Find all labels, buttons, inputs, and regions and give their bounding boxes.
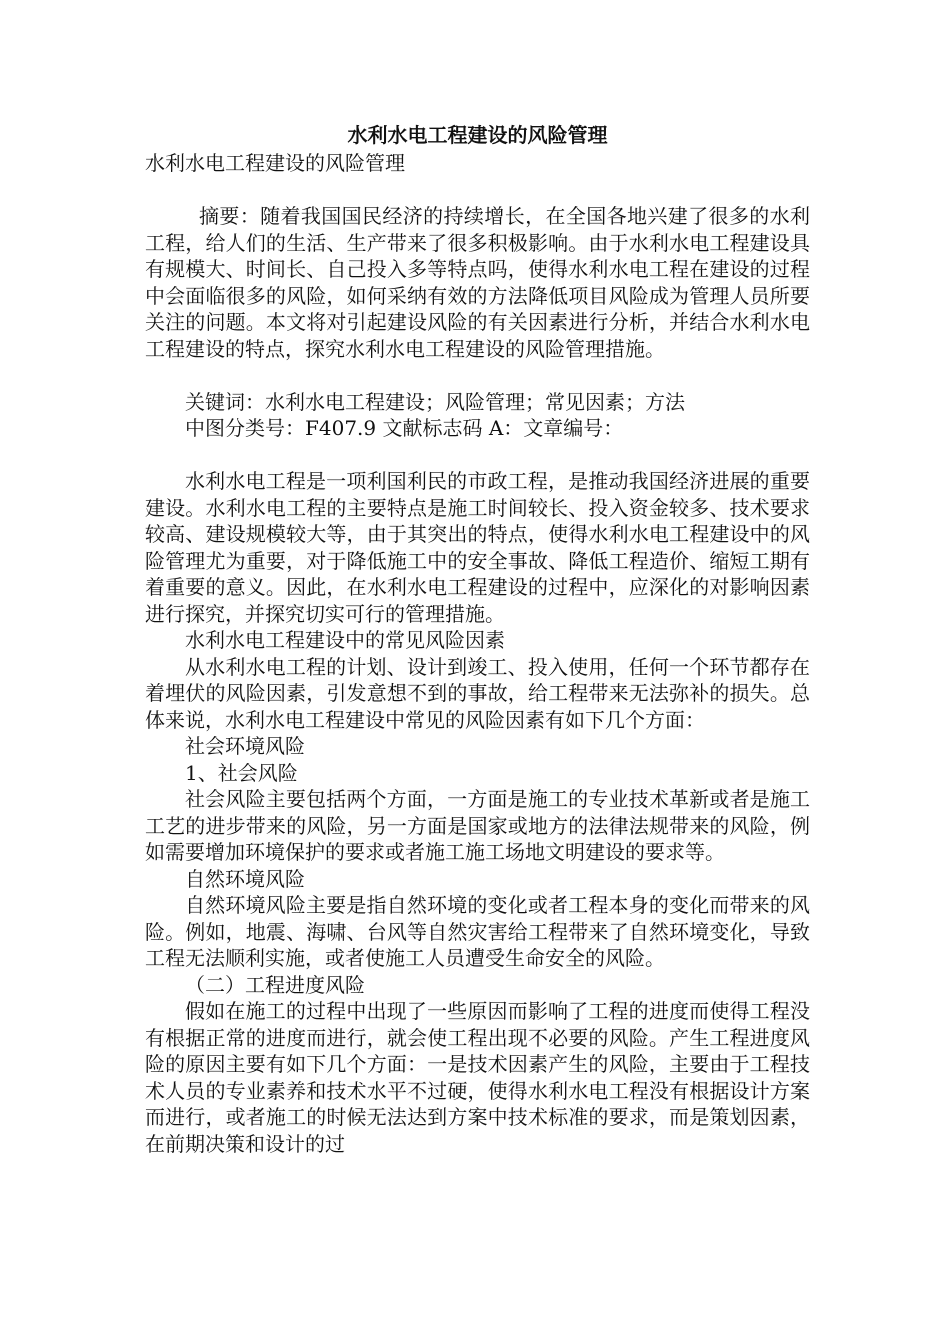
- abstract-paragraph: 摘要：随着我国国民经济的持续增长，在全国各地兴建了很多的水利工程，给人们的生活、生产带来了很多积极影响。由于水利水电工程建设具有规模大、时间长、自己投入多等特点吗，使得水利水电工程在建设的过程中会面临很多的风险，如何采纳有效的方法降低项目风险成为管理人员所要关注的问题。本文将对引起建设风险的有关因素进行分析，并结合水利水电工程建设的特点，探究水利水电工程建设的风险管理措施。: [145, 204, 810, 361]
- section-heading-social-environment: 社会环境风险: [185, 734, 305, 758]
- blank-line: [145, 442, 810, 469]
- document-body: [145, 120, 810, 1157]
- natural-environment-paragraph: 自然环境风险主要是指自然环境的变化或者工程本身的变化而带来的风险。例如，地震、海啸、台风等自然灾害给工程带来了自然环境变化，导致工程无法顺利实施，或者使施工人员遭受生命安全的风险。: [145, 893, 810, 970]
- section-heading-social-risk: 1、社会风险: [185, 760, 298, 785]
- section-heading-progress-risk: （二）工程进度风险: [185, 972, 365, 997]
- intro-paragraph: 水利水电工程是一项利国利民的市政工程，是推动我国经济进展的重要建设。水利水电工程的主要特点是施工时间较长、投入资金较多、技术要求较高、建设规模较大等，由于其突出的特点，使得水利水电工程建设中的风险管理尤为重要，对于降低施工中的安全事故、降低工程造价、缩短工期有着重要的意义。因此，在水利水电工程建设的过程中，应深化的对影响因素进行探究，并探究切实可行的管理措施。: [145, 469, 810, 626]
- blank-line: [145, 177, 810, 204]
- progress-risk-paragraph: 假如在施工的过程中出现了一些原因而影响了工程的进度而使得工程没有根据正常的进度而进行，就会使工程出现不必要的风险。产生工程进度风险的原因主要有如下几个方面：一是技术因素产生的风险，主要由于工程技术人员的专业素养和技术水平不过硬，使得水利水电工程没有根据设计方案而进行，或者施工的时候无法达到方案中技术标准的要求，而是策划因素，在前期决策和设计的过: [145, 999, 810, 1156]
- section-heading-natural-environment: 自然环境风险: [185, 866, 305, 891]
- keywords-line: 关键词：水利水电工程建设；风险管理；常见因素；方法: [185, 389, 685, 414]
- document-subtitle: 水利水电工程建设的风险管理: [145, 151, 405, 175]
- common-risks-paragraph: 从水利水电工程的计划、设计到竣工、投入使用，任何一个环节都存在着埋伏的风险因素，引发意想不到的事故，给工程带来无法弥补的损失。总体来说，水利水电工程建设中常见的风险因素有如下几个方面：: [145, 654, 810, 732]
- classification-line: 中图分类号：F407.9 文献标志码 A：文章编号：: [185, 416, 624, 440]
- social-risk-paragraph: 社会风险主要包括两个方面，一方面是施工的专业技术革新或者是施工工艺的进步带来的风险，另一方面是国家或地方的法律法规带来的风险，例如需要增加环境保护的要求或者施工施工场地文明建设的要求等。: [145, 787, 810, 864]
- section-heading-common-risks: 水利水电工程建设中的常见风险因素: [185, 628, 505, 652]
- document-title: 水利水电工程建设的风险管理: [347, 123, 608, 147]
- blank-line: [145, 362, 810, 389]
